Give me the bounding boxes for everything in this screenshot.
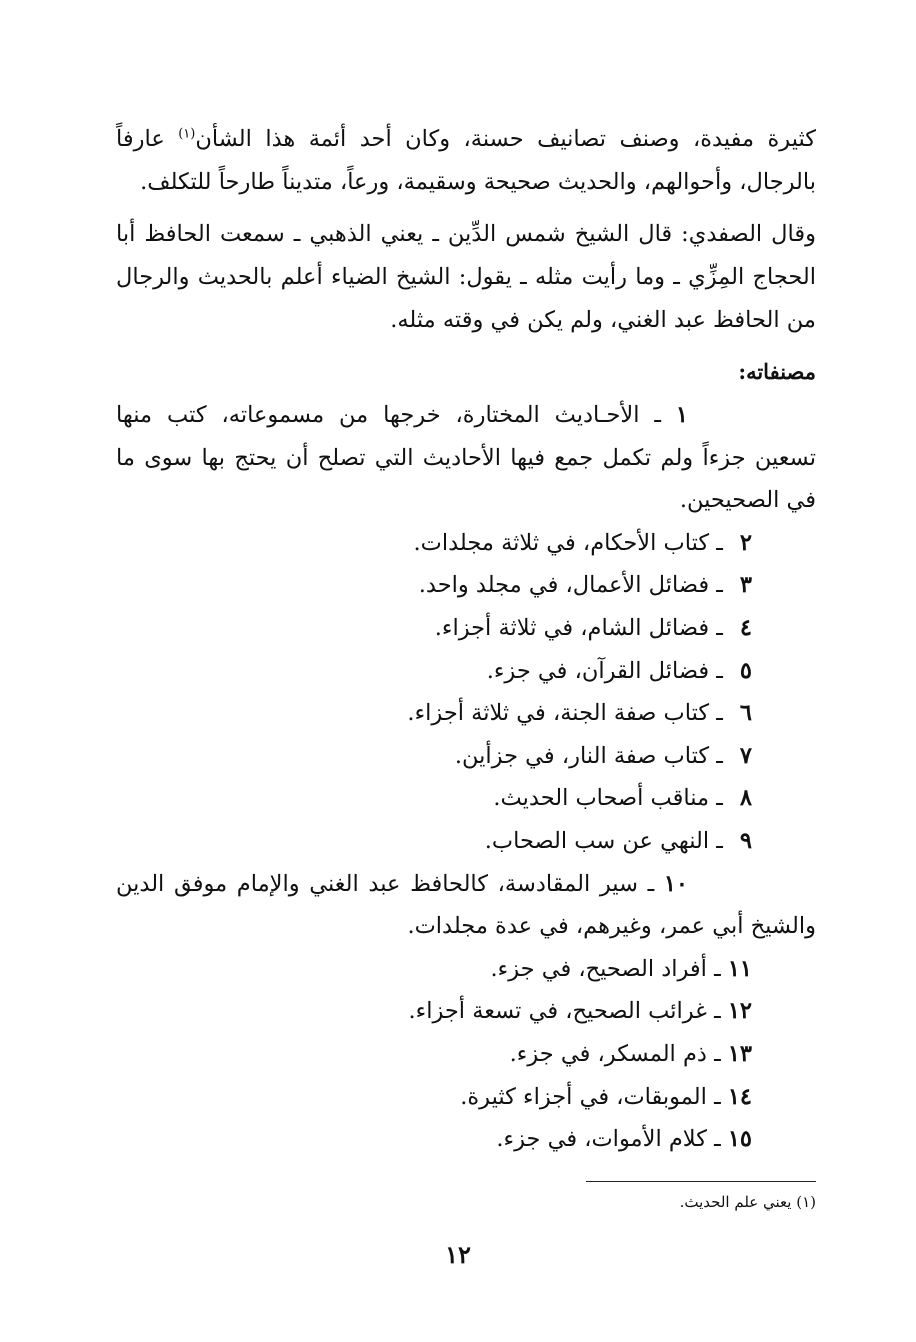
paragraph-biography	[116, 118, 816, 204]
footnote-marker[interactable]: (١)	[178, 126, 196, 142]
list-item	[116, 394, 816, 522]
paragraph-text-end: عارفاً بالرجال، وأحوالهم، والحديث صحيحة وسقيمة، ورعاً، متديناً طارحاً للتكلف.	[116, 126, 816, 195]
list-item	[116, 1118, 816, 1161]
section-heading-works: مصنفاته:	[738, 359, 816, 384]
item-text: ـ سير المقادسة، كالحافظ عبد الغني والإمام موفق الدين والشيخ أبي عمر، وغيرهم، في عدة مجلدات.	[116, 870, 816, 940]
item-text: ـ كلام الأموات، في جزء.	[496, 1126, 721, 1153]
list-item	[116, 820, 816, 863]
list-item	[116, 863, 816, 948]
list-item	[116, 522, 816, 565]
item-text: ـ كتاب صفة النار، في جزأين.	[454, 742, 723, 769]
item-number: ٥	[739, 657, 752, 684]
item-text: ـ الموبقات، في أجزاء كثيرة.	[460, 1083, 721, 1110]
item-number: ١	[675, 402, 688, 428]
list-item	[116, 1033, 816, 1076]
item-text: ـ الأحـاديث المختارة، خرجها من مسموعاته، كتب منها تسعين جزءاً ولم تكمل جمع فيها الأحاديث التي تصلح أن يحتج بها سوى ما في الصحيحين.	[116, 402, 816, 514]
page-number: ١٢	[445, 1240, 471, 1269]
item-number: ١٤	[727, 1083, 752, 1110]
item-text: ـ فضائل الأعمال، في مجلد واحد.	[418, 572, 723, 599]
footnote-divider	[586, 1181, 816, 1182]
item-number: ٣	[739, 572, 752, 599]
works-list	[116, 394, 816, 1161]
item-text: ـ أفراد الصحيح، في جزء.	[490, 955, 721, 982]
item-text: ـ فضائل القرآن، في جزء.	[486, 657, 723, 684]
item-text: ـ فضائل الشام، في ثلاثة أجزاء.	[434, 614, 723, 641]
list-item	[116, 692, 816, 735]
list-item	[116, 1076, 816, 1119]
paragraph-text: كثيرة مفيدة، وصنف تصانيف حسنة، وكان أحد أئمة هذا الشأن	[195, 126, 816, 152]
list-item	[116, 948, 816, 991]
item-number: ٨	[739, 785, 752, 812]
item-number: ٤	[739, 614, 752, 641]
item-number: ٦	[739, 700, 752, 727]
item-number: ٢	[739, 529, 752, 556]
item-number: ١٠	[663, 870, 688, 897]
item-text: ـ كتاب الأحكام، في ثلاثة مجلدات.	[413, 529, 723, 556]
list-item	[116, 777, 816, 820]
item-text: ـ ذم المسكر، في جزء.	[509, 1040, 721, 1067]
list-item	[116, 607, 816, 650]
item-number: ١١	[727, 955, 752, 982]
item-text: ـ كتاب صفة الجنة، في ثلاثة أجزاء.	[407, 700, 723, 727]
item-number: ٩	[739, 827, 752, 854]
footnote: (١) يعني علم الحديث.	[679, 1193, 816, 1211]
list-item	[116, 735, 816, 778]
list-item	[116, 564, 816, 607]
list-item	[116, 990, 816, 1033]
item-number: ١٢	[727, 998, 752, 1025]
paragraph-safadi-quote: وقال الصفدي: قال الشيخ شمس الدِّين ـ يعني الذهبي ـ سمعت الحافظ أبا الحجاج المِزِّي ـ وما رأيت مثله ـ يقول: الشيخ الضياء أعلم بالحديث والرجال من الحافظ عبد الغني، ولم يكن في وقته مثله.	[116, 221, 816, 333]
page-body	[116, 118, 816, 1161]
item-text: ـ غرائب الصحيح، في تسعة أجزاء.	[408, 998, 721, 1025]
item-text: ـ مناقب أصحاب الحديث.	[493, 785, 723, 812]
item-number: ١٥	[727, 1126, 752, 1153]
item-text: ـ النهي عن سب الصحاب.	[484, 827, 723, 854]
list-item	[116, 650, 816, 693]
item-number: ٧	[739, 742, 752, 769]
item-number: ١٣	[727, 1040, 752, 1067]
